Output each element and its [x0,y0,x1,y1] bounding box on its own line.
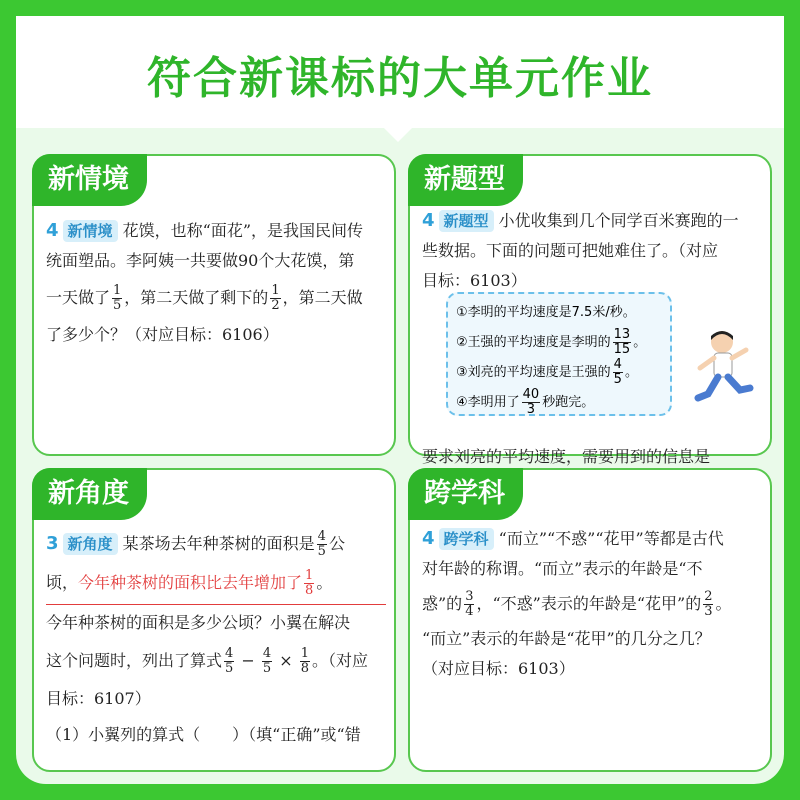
numerator: 4 [262,646,272,661]
bubble-line: ①李明的平均速度是7.5米/秒。 [456,305,636,320]
fraction [224,647,234,676]
text-run: 。 [316,573,333,592]
text-line [46,641,386,681]
numerator: 1 [300,646,310,661]
text-line: 目标：6103） [422,271,527,290]
data-bubble [446,292,672,416]
text-run: 这个问题时，列出了算式 [46,651,223,670]
denominator: 8 [300,661,310,676]
text-run: ，第二天做了剩下的 [124,288,269,307]
card-tag: 跨学科 [408,468,523,520]
text-run: 顷， [46,573,79,592]
question-badge: 新题型 [439,210,494,232]
text-line [46,276,386,320]
text-line: 对年龄的称谓。“而立”表示的年龄是“不 [422,559,703,578]
numerator: 40 [522,387,540,402]
fraction [304,569,314,598]
text-line: 些数据。下面的问题可把她难住了。（对应 [422,241,719,260]
text-line: 了多少个？（对应目标：6106） [46,325,279,344]
denominator: 5 [317,544,326,559]
card-new-angle [32,468,396,772]
card-new-context [32,154,396,456]
denominator: 5 [262,661,272,676]
text-run: 。 [624,365,638,380]
card-tag: 新角度 [32,468,147,520]
denominator: 5 [113,298,122,313]
text-line: （对应目标：6103） [422,659,575,678]
text-line [422,524,762,554]
question-badge: 新角度 [63,533,118,555]
card-tag: 新情境 [32,154,147,206]
fraction [112,284,122,313]
text-run: ，“不惑”表示的年龄是“花甲”的 [476,594,702,613]
fraction [613,358,623,387]
fraction [300,647,310,676]
numerator: 2 [704,589,713,604]
text-run: 惑”的 [422,594,463,613]
card-tag: 新题型 [408,154,523,206]
numerator: 4 [613,357,622,372]
fraction [262,647,272,676]
running-boy-illustration [686,328,758,408]
operator: × [279,651,293,670]
text-line: 统面塑品。李阿姨一共要做90个大花馍，第 [46,251,355,270]
denominator: 4 [465,604,474,619]
numerator: 13 [613,327,631,342]
text-line: 目标：6107） [46,689,151,708]
numerator: 1 [271,283,280,298]
card-cross-discipline [408,468,772,772]
fraction [317,530,327,559]
denominator: 3 [526,402,536,417]
denominator: 5 [225,661,234,676]
card-body [46,216,386,350]
header-band [16,16,784,128]
numerator: 3 [465,589,474,604]
text-run: 。（对应 [312,651,369,670]
text-run: 。 [633,335,647,350]
card-new-question-type [408,154,772,466]
question-badge: 新情境 [63,220,118,242]
text-line: 要求刘亮的平均速度，需要用到的信息是 [422,447,711,466]
question-number: 4 [422,210,435,231]
text-run: 花馍，也称“面花”，是我国民间传 [122,221,364,240]
content-panel [16,16,784,784]
text-run: 小优收集到几个同学百米赛跑的一 [498,211,739,230]
numerator: 4 [225,646,234,661]
text-run: “而立”“不惑”“花甲”等都是古代 [498,529,724,548]
denominator: 2 [271,298,280,313]
text-line: 今年种茶树的面积是多少公顷？小翼在解决 [46,613,351,632]
question-number: 3 [46,533,59,554]
page-title: 符合新课标的大单元作业 [147,53,653,104]
text-line [46,526,386,562]
denominator: 15 [613,342,631,357]
text-run: 秒跑完。 [542,395,595,410]
text-line [46,562,386,605]
text-run: 。 [715,594,732,613]
denominator: 8 [305,583,314,598]
card-body [422,524,762,684]
header-pointer [380,124,416,142]
highlighted-text: 今年种茶树的面积比去年增加了 [78,573,303,592]
text-line: （1）小翼列的算式（ ）（填“正确”或“错 [46,725,361,744]
bubble-line [456,328,662,358]
card-body [46,526,386,753]
text-run: ②王强的平均速度是李明的 [456,335,611,350]
numerator: 4 [317,529,326,544]
bubble-line [456,388,662,418]
denominator: 5 [613,372,622,387]
bubble-line [456,358,662,388]
text-run: 某茶场去年种茶树的面积是 [122,534,315,553]
fraction [522,388,541,417]
text-line [46,216,386,246]
text-line [422,584,762,624]
text-run: 一天做了 [46,288,111,307]
text-run: ，第二天做 [282,288,363,307]
fraction [270,284,280,313]
card-body [422,206,762,296]
text-run: 公 [328,534,345,553]
numerator: 1 [113,283,122,298]
text-line [422,206,762,236]
fraction [703,590,713,619]
fraction [613,328,632,357]
text-run: ③刘亮的平均速度是王强的 [456,365,611,380]
operator: − [241,651,255,670]
question-number: 4 [422,528,435,549]
text-line: “而立”表示的年龄是“花甲”的几分之几？ [422,629,711,648]
text-run: ④李明用了 [456,395,520,410]
fraction [464,590,474,619]
numerator: 1 [305,568,314,583]
denominator: 3 [704,604,713,619]
question-number: 4 [46,220,59,241]
question-badge: 跨学科 [439,528,494,550]
